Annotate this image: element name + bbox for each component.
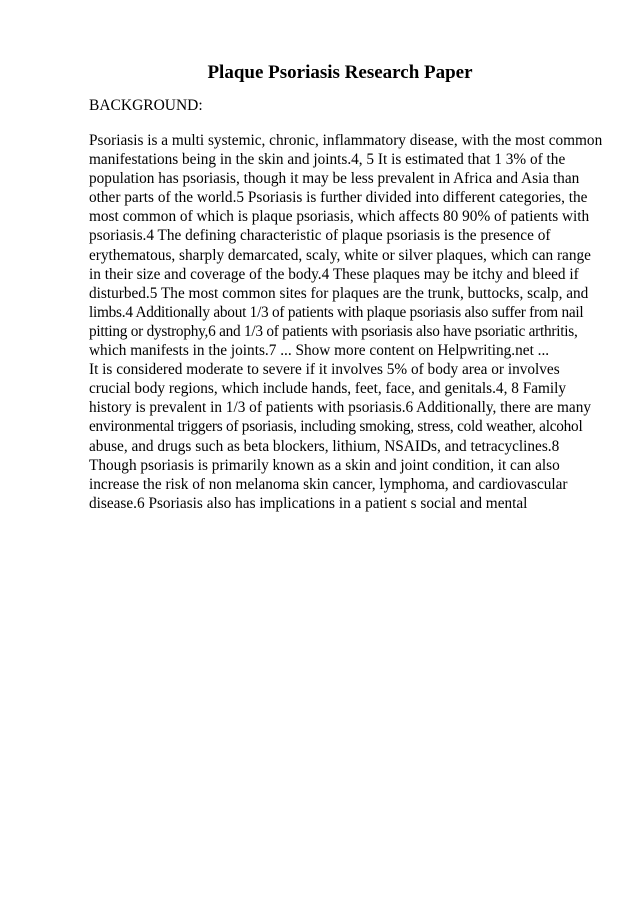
- body-line: other parts of the world.5 Psoriasis is further divided into different categories, the: [89, 189, 588, 207]
- body-line: limbs.4 Additionally about 1/3 of patients with plaque psoriasis also suffer from nail: [89, 303, 584, 321]
- body-line: increase the risk of non melanoma skin cancer, lymphoma, and cardiovascular: [89, 475, 568, 493]
- section-heading: BACKGROUND:: [89, 97, 203, 114]
- body-line: pitting or dystrophy,6 and 1/3 of patients with psoriasis also have psoriatic arthritis,: [89, 322, 578, 340]
- body-line: Though psoriasis is primarily known as a skin and joint condition, it can also: [89, 456, 560, 474]
- body-line: disease.6 Psoriasis also has implications in a patient s social and mental: [89, 494, 528, 512]
- body-line: disturbed.5 The most common sites for plaques are the trunk, buttocks, scalp, and: [89, 284, 589, 302]
- body-line: which manifests in the joints.7 ... Show more content on Helpwriting.net ...: [89, 342, 550, 360]
- body-line: psoriasis.4 The defining characteristic of plaque psoriasis is the presence of: [89, 227, 551, 245]
- body-line: manifestations being in the skin and joints.4, 5 It is estimated that 1 3% of the: [89, 151, 566, 169]
- body-line: erythematous, sharply demarcated, scaly, white or silver plaques, which can range: [89, 246, 591, 264]
- body-line: abuse, and drugs such as beta blockers, lithium, NSAIDs, and tetracyclines.8: [89, 437, 560, 455]
- body-line: population has psoriasis, though it may be less prevalent in Africa and Asia than: [89, 170, 580, 188]
- body-line: crucial body regions, which include hands, feet, face, and genitals.4, 8 Family: [89, 380, 567, 398]
- body-line: in their size and coverage of the body.4 These plaques may be itchy and bleed if: [89, 265, 579, 283]
- body-line: environmental triggers of psoriasis, including smoking, stress, cold weather, alcohol: [89, 418, 583, 436]
- document-title: Plaque Psoriasis Research Paper: [207, 62, 473, 83]
- body-line: most common of which is plaque psoriasis, which affects 80 90% of patients with: [89, 208, 590, 226]
- body-line: It is considered moderate to severe if it involves 5% of body area or involves: [89, 361, 560, 379]
- body-line: Psoriasis is a multi systemic, chronic, inflammatory disease, with the most common: [89, 132, 603, 149]
- body-text: [89, 131, 603, 513]
- body-line: history is prevalent in 1/3 of patients with psoriasis.6 Additionally, there are many: [89, 399, 592, 417]
